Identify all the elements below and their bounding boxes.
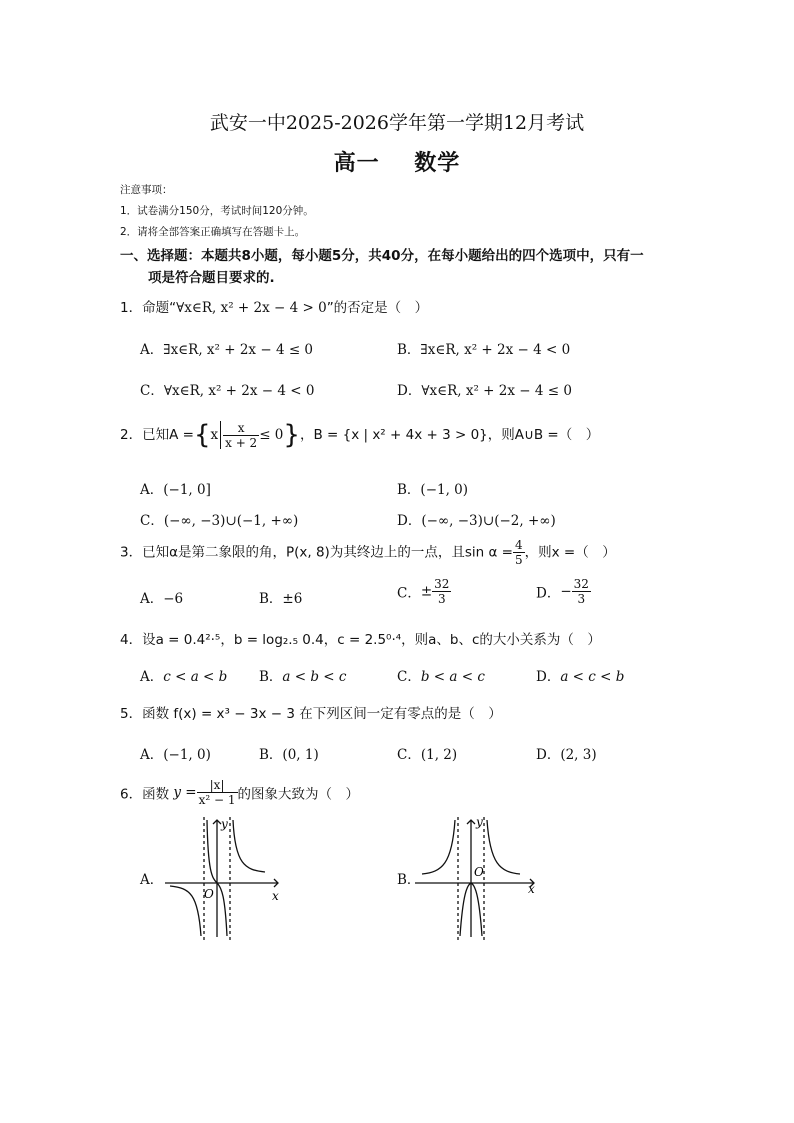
question-number: 5．	[120, 706, 143, 722]
question-number: 3．	[120, 544, 143, 561]
curve-right	[487, 820, 520, 874]
question-2-option-d[interactable]: D．(−∞, −3)∪(−2, +∞)	[397, 513, 556, 529]
question-1-option-a[interactable]: A．∃x∈R, x² + 2x − 4 ≤ 0	[140, 342, 314, 358]
question-6-stem: 6．函数 y = $\frac{|x|}{\text{x² − 1}}$ 的图象大致为（ ）	[120, 778, 360, 807]
x-label: x	[272, 889, 279, 903]
question-1-option-c[interactable]: C．∀x∈R, x² + 2x − 4 < 0	[140, 383, 315, 399]
section-heading-line1: 一、选择题：本题共8小题，每小题5分，共40分，在每小题给出的四个选项中，只有一	[120, 248, 644, 264]
question-4-option-b[interactable]: B．a < b < c	[259, 669, 347, 685]
question-4-stem: 4．设a = 0.4²·⁵，b = log₂.₅ 0.4，c = 2.5⁰·⁴，则a、b、c的大小关系为（ ）	[120, 632, 601, 648]
question-5-option-b[interactable]: B．(0, 1)	[259, 747, 319, 763]
graph-option-a[interactable]	[160, 812, 290, 942]
graph-option-b[interactable]	[410, 812, 545, 942]
question-number: 6．	[120, 786, 143, 803]
question-3-option-c[interactable]: C．± $\frac{32}{3}$	[397, 577, 450, 606]
question-4-option-c[interactable]: C．b < a < c	[397, 669, 485, 685]
note-item-2: 2．请将全部答案正确填写在答题卡上。	[120, 226, 306, 238]
stem-math: ∀x∈R, x² + 2x − 4 > 0	[176, 300, 327, 316]
fraction: $\frac{x}{x + 2}$	[225, 420, 258, 450]
curve-left	[422, 820, 455, 874]
question-3-stem: 3．已知α是第二象限的角，P(x, 8)为其终边上的一点，且sin α = $\frac{4}{5}$ ，则x =（ ）	[120, 538, 616, 567]
stem-text: 命题“	[142, 300, 177, 316]
question-5-option-a[interactable]: A．(−1, 0)	[140, 747, 211, 763]
question-number: 2．	[120, 427, 143, 443]
fraction: $\frac{|x|}{\text{x² − 1}}$	[198, 778, 236, 807]
note-item-1: 1．试卷满分150分，考试时间120分钟。	[120, 205, 314, 217]
question-2-option-a[interactable]: A．(−1, 0]	[140, 482, 211, 498]
x-label: x	[528, 882, 535, 896]
question-2-option-b[interactable]: B．(−1, 0)	[397, 482, 469, 498]
question-1-stem	[120, 296, 428, 316]
curve-right	[233, 820, 265, 872]
question-6-option-a[interactable]: A．	[140, 872, 164, 888]
question-number: 1．	[120, 300, 143, 316]
question-2-stem: 2．已知A ={x $\frac{x}{x + 2}$ ≤ 0}，B = {x | x² + 4x + 3 > 0}，则A∪B =（ ）	[120, 420, 600, 450]
notes-heading: 注意事项：	[120, 184, 173, 196]
y-label: y	[221, 817, 228, 831]
question-1-option-d[interactable]: D．∀x∈R, x² + 2x − 4 ≤ 0	[397, 383, 572, 399]
exam-title: 武安一中2025-2026学年第一学期12月考试	[209, 112, 585, 134]
question-3-option-a[interactable]: A．−6	[140, 591, 184, 607]
origin-label: O	[204, 887, 214, 901]
question-3-option-b[interactable]: B．±6	[259, 591, 303, 607]
question-number: 4．	[120, 632, 143, 648]
stem-text: ”的否定是（ ）	[326, 300, 429, 316]
curve-left	[170, 886, 201, 936]
fraction: $\frac{4}{5}$	[514, 538, 523, 567]
question-4-option-d[interactable]: D．a < c < b	[536, 669, 625, 685]
y-label: y	[476, 815, 483, 829]
question-5-option-c[interactable]: C．(1, 2)	[397, 747, 458, 763]
exam-subtitle: 高一 数学	[333, 150, 461, 176]
question-4-option-a[interactable]: A．c < a < b	[140, 669, 228, 685]
section-heading-line2: 项是符合题目要求的.	[148, 270, 275, 286]
question-5-stem: 5．函数 f(x) = x³ − 3x − 3 在下列区间一定有零点的是（ ）	[120, 706, 502, 722]
question-5-option-d[interactable]: D．(2, 3)	[536, 747, 597, 763]
question-1-option-b[interactable]: B．∃x∈R, x² + 2x − 4 < 0	[397, 342, 571, 358]
question-3-option-d[interactable]: D．− $\frac{32}{3}$	[536, 577, 589, 606]
question-6-option-b[interactable]: B．	[397, 872, 421, 888]
origin-label: O	[474, 865, 484, 879]
question-2-option-c[interactable]: C．(−∞, −3)∪(−1, +∞)	[140, 513, 299, 529]
